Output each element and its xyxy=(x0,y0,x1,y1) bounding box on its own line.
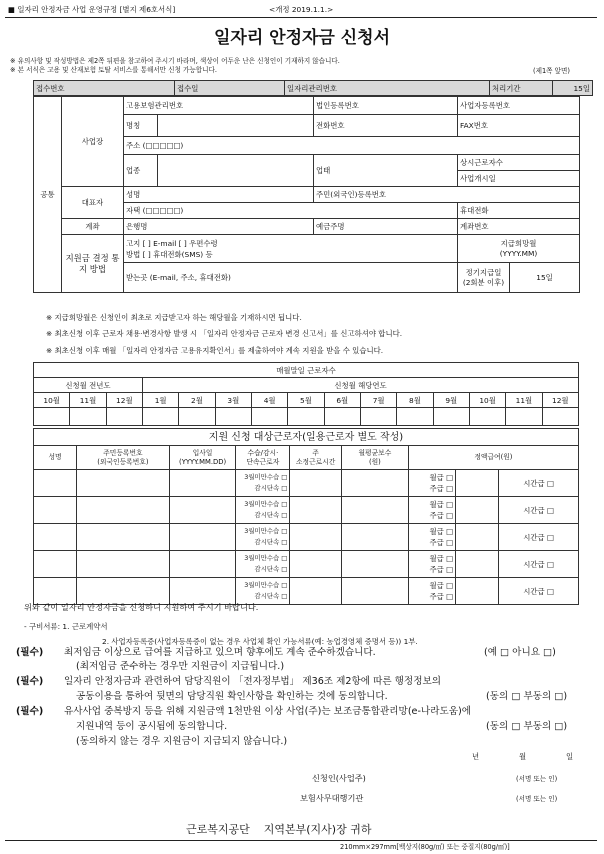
probation-option[interactable]: 3월미만수습 □ xyxy=(244,500,288,508)
month-header: 9월 xyxy=(433,393,469,408)
month-header: 10월 xyxy=(469,393,505,408)
receipt-table xyxy=(33,80,593,96)
worker-name-field[interactable] xyxy=(34,497,77,524)
monthly-count-title: 매월말일 근로자수 xyxy=(34,363,579,378)
name-header: 성명 xyxy=(34,446,77,470)
page-title: 일자리 안정자금 신청서 xyxy=(213,28,391,48)
worker-fixed-amount-field[interactable] xyxy=(456,578,499,605)
month-header: 10월 xyxy=(34,393,70,408)
notice-option-email-post[interactable]: 고지 [ ] E-mail [ ] 우편수령 xyxy=(126,238,218,248)
worker-monthly-pay-field[interactable] xyxy=(342,578,409,605)
month-header: 4월 xyxy=(251,393,287,408)
worker-hourly-field[interactable] xyxy=(499,470,579,497)
worker-row xyxy=(34,470,579,497)
admin-info-consent-text-2: 공동이용을 통하여 뒷면의 담당직원 확인사항을 확인하는 것에 동의합니다. xyxy=(76,691,388,702)
worker-id-field[interactable] xyxy=(77,551,170,578)
regular-pay-day-sub: (2회분 이후) xyxy=(462,277,505,287)
monthly-pay-option[interactable]: 월급 □ xyxy=(429,527,454,536)
required-label-2: (필수) xyxy=(16,676,44,687)
month-count-field[interactable] xyxy=(324,408,360,426)
worker-pay-type-field[interactable] xyxy=(408,524,455,551)
month-count-field[interactable] xyxy=(360,408,396,426)
month-count-field[interactable] xyxy=(251,408,287,426)
applicant-table xyxy=(33,96,580,293)
processing-period-label: 처리기간 xyxy=(490,81,553,96)
agent-signature-label: 보험사무대행기관 xyxy=(300,793,364,803)
probation-option[interactable]: 3월미만수습 □ xyxy=(244,554,288,562)
worker-fixed-amount-field[interactable] xyxy=(456,497,499,524)
month-count-field[interactable] xyxy=(542,408,578,426)
instruction-note-1: ※ 유의사항 및 작성방법은 제2쪽 뒤편을 참고하여 주시기 바라며, 색상이 어두운 난은 신청인이 기재하지 않습니다. xyxy=(10,57,340,65)
worker-status-field[interactable] xyxy=(236,497,290,524)
minimum-wage-note: (최저임금 준수하는 경우만 지원금이 지급됩니다.) xyxy=(76,661,285,672)
receipt-date-cell: 접수일 xyxy=(175,81,285,96)
worker-row xyxy=(34,578,579,605)
month-count-field[interactable] xyxy=(469,408,505,426)
hourly-pay-option[interactable]: 시간급 □ xyxy=(523,505,554,515)
month-header: 3월 xyxy=(215,393,251,408)
representative-section-label: 대표자 xyxy=(62,187,124,219)
minimum-wage-choice[interactable]: (예 □ 아니요 □) xyxy=(484,647,556,658)
fax-field[interactable]: FAX번호 xyxy=(458,115,580,137)
workplace-name-field[interactable]: 명칭 xyxy=(124,115,158,137)
admin-info-consent-choice[interactable]: (동의 □ 부동의 □) xyxy=(486,691,568,702)
month-header: 7월 xyxy=(360,393,396,408)
probation-option[interactable]: 3월미만수습 □ xyxy=(244,581,288,589)
bank-name-field[interactable]: 은행명 xyxy=(124,219,314,235)
worker-monthly-pay-field[interactable] xyxy=(342,497,409,524)
regular-pay-day-value: 15일 xyxy=(510,263,580,293)
required-label-1: (필수) xyxy=(16,647,44,658)
target-workers-table xyxy=(33,428,579,605)
representative-address-field[interactable]: 자택 (□□□□□) xyxy=(124,203,458,219)
subsidy-disclosure-note: (동의하지 않는 경우 지원금이 지급되지 않습니다.) xyxy=(76,736,288,747)
current-year-label: 신청월 해당연도 xyxy=(142,378,578,393)
hourly-pay-option[interactable]: 시간급 □ xyxy=(523,586,554,596)
employee-count-field[interactable]: 상시근로자수 xyxy=(458,155,580,171)
worker-fixed-amount-field[interactable] xyxy=(456,524,499,551)
attachment-1: - 구비서류: 1. 근로계약서 xyxy=(24,622,108,631)
worker-fixed-amount-field[interactable] xyxy=(456,551,499,578)
worker-monthly-pay-field[interactable] xyxy=(342,470,409,497)
worker-weekly-hours-field[interactable] xyxy=(290,524,342,551)
month-header: 11월 xyxy=(506,393,542,408)
date-year[interactable]: 년 xyxy=(472,752,480,761)
subsidy-disclosure-text: 유사사업 중복방지 등을 위해 지원금액 1천만원 이상 사업(주)는 보조금통합관리망(e-나라도움)에 xyxy=(64,706,472,717)
surveillance-option[interactable]: 감시단속 □ xyxy=(254,484,288,492)
weekly-pay-option[interactable]: 주급 □ xyxy=(429,592,454,601)
month-count-field[interactable] xyxy=(70,408,106,426)
month-header: 5월 xyxy=(288,393,324,408)
worker-weekly-hours-field[interactable] xyxy=(290,578,342,605)
form-reference: ■ 일자리 안정자금 사업 운영규정 [별지 제6호서식] xyxy=(8,5,176,14)
previous-year-label: 신청월 전년도 xyxy=(34,378,143,393)
monthly-pay-option[interactable]: 월급 □ xyxy=(429,500,454,509)
hourly-pay-option[interactable]: 시간급 □ xyxy=(523,478,554,488)
worker-status-field[interactable] xyxy=(236,551,290,578)
fixed-pay-header: 정액급여(원) xyxy=(408,446,578,470)
instruction-note-2: ※ 본 서식은 고용 및 산재보험 토탈 서비스를 통해서만 신청 가능합니다. xyxy=(10,66,217,74)
month-header: 12월 xyxy=(542,393,578,408)
weekly-pay-option[interactable]: 주급 □ xyxy=(429,484,454,493)
resident-number-header: 주민등록번호 (외국인등록번호) xyxy=(77,446,170,470)
hourly-pay-option[interactable]: 시간급 □ xyxy=(523,532,554,542)
target-workers-title: 지원 신청 대상근로자(일용근로자 별도 작성) xyxy=(34,429,579,446)
worker-id-field[interactable] xyxy=(77,578,170,605)
weekly-pay-option[interactable]: 주급 □ xyxy=(429,565,454,574)
date-day[interactable]: 일 xyxy=(566,752,574,761)
hire-date-header: 입사일 (YYYY.MM.DD) xyxy=(169,446,236,470)
worker-status-field[interactable] xyxy=(236,578,290,605)
subsidy-disclosure-choice[interactable]: (동의 □ 부동의 □) xyxy=(486,721,568,732)
worker-hire-date-field[interactable] xyxy=(169,578,236,605)
workplace-section-label: 사업장 xyxy=(62,97,124,187)
footer-rule xyxy=(5,840,597,841)
monthly-pay-option[interactable]: 월급 □ xyxy=(429,473,454,482)
worker-pay-type-field[interactable] xyxy=(408,551,455,578)
month-count-field[interactable] xyxy=(142,408,178,426)
month-header: 6월 xyxy=(324,393,360,408)
notice-line-1: ※ 지급희망월은 신청인이 최초로 지급받고자 하는 해당월을 기재하시면 됩니다. xyxy=(46,313,302,322)
hourly-pay-option[interactable]: 시간급 □ xyxy=(523,559,554,569)
worker-hourly-field[interactable] xyxy=(499,578,579,605)
representative-name-field[interactable]: 성명 xyxy=(124,187,314,203)
month-header: 2월 xyxy=(179,393,215,408)
month-count-field[interactable] xyxy=(179,408,215,426)
month-count-field[interactable] xyxy=(34,408,70,426)
surveillance-option[interactable]: 감시단속 □ xyxy=(254,538,288,546)
revision-date: <개정 2019.1.1.> xyxy=(269,5,334,14)
weekly-hours-header: 주 소정근로시간 xyxy=(290,446,342,470)
receipt-number-cell: 접수번호 xyxy=(34,81,175,96)
month-count-field[interactable] xyxy=(288,408,324,426)
desired-month-label: 지급희망월 xyxy=(500,238,537,248)
worker-name-field[interactable] xyxy=(34,551,77,578)
admin-info-consent-text: 일자리 안정자금과 관련하여 담당직원이 「전자정부법」 제36조 제2항에 따른 행정정보의 xyxy=(64,676,441,687)
probation-header: 수습/감시· 단속근로자 xyxy=(236,446,290,470)
notice-option-sms[interactable]: 방법 [ ] 휴대전화(SMS) 등 xyxy=(126,249,213,259)
worker-name-field[interactable] xyxy=(34,470,77,497)
worker-hire-date-field[interactable] xyxy=(169,497,236,524)
desired-month-format[interactable]: (YYYY.MM) xyxy=(499,248,538,258)
worker-fixed-amount-field[interactable] xyxy=(456,470,499,497)
worker-pay-type-field[interactable] xyxy=(408,470,455,497)
agent-signature-field[interactable]: (서명 또는 인) xyxy=(516,795,558,803)
monthly-count-table xyxy=(33,362,579,426)
worker-monthly-pay-field[interactable] xyxy=(342,551,409,578)
worker-weekly-hours-field[interactable] xyxy=(290,497,342,524)
month-count-field[interactable] xyxy=(397,408,433,426)
surveillance-option[interactable]: 감시단속 □ xyxy=(254,592,288,600)
page-note: (제1쪽 앞면) xyxy=(533,67,570,75)
worker-hire-date-field[interactable] xyxy=(169,470,236,497)
month-header: 8월 xyxy=(397,393,433,408)
depositor-name-field[interactable]: 예금주명 xyxy=(314,219,458,235)
monthly-pay-option[interactable]: 월급 □ xyxy=(429,554,454,563)
notice-line-2: ※ 최초신청 이후 근로자 채용·변경사항 발생 시 「일자리 안정자금 근로자 변경 신고서」를 신고하셔야 합니다. xyxy=(46,329,403,338)
paper-size-note: 210mm×297mm[백상지(80g/㎡) 또는 중질지(80g/㎡)] xyxy=(340,843,510,851)
attachment-2: 2. 사업자등록증(사업자등록증이 없는 경우 사업체 확인 가능서류(예: 농업경영체 증명서 등)) 1부. xyxy=(102,637,418,646)
worker-status-field[interactable] xyxy=(236,524,290,551)
addressee: 근로복지공단 지역본부(지사)장 귀하 xyxy=(186,823,372,836)
worker-row xyxy=(34,524,579,551)
monthly-pay-option[interactable]: 월급 □ xyxy=(429,581,454,590)
month-header: 1월 xyxy=(142,393,178,408)
employment-insurance-number-field[interactable]: 고용보험관리번호 xyxy=(124,97,314,115)
month-count-field[interactable] xyxy=(506,408,542,426)
account-section-label: 계좌 xyxy=(62,219,124,235)
month-count-field[interactable] xyxy=(433,408,469,426)
worker-hourly-field[interactable] xyxy=(499,497,579,524)
month-header: 12월 xyxy=(106,393,142,408)
month-count-field[interactable] xyxy=(106,408,142,426)
subsidy-disclosure-text-2: 지원내역 등이 공시됨에 동의합니다. xyxy=(76,721,228,732)
worker-name-field[interactable] xyxy=(34,578,77,605)
worker-weekly-hours-field[interactable] xyxy=(290,470,342,497)
representative-mobile-field[interactable]: 휴대전화 xyxy=(458,203,580,219)
worker-name-field[interactable] xyxy=(34,524,77,551)
corporation-number-field[interactable]: 법인등록번호 xyxy=(314,97,458,115)
notice-method-label: 지원금 결정 통지 방법 xyxy=(62,235,124,293)
probation-option[interactable]: 3월미만수습 □ xyxy=(244,473,288,481)
phone-field[interactable]: 전화번호 xyxy=(314,115,458,137)
worker-row xyxy=(34,497,579,524)
worker-hire-date-field[interactable] xyxy=(169,524,236,551)
management-number-cell: 일자리관리번호 xyxy=(285,81,490,96)
representative-id-field[interactable]: 주민(외국인)등록번호 xyxy=(314,187,580,203)
applicant-signature-field[interactable]: (서명 또는 인) xyxy=(516,775,558,783)
business-start-date-field[interactable]: 사업개시일 xyxy=(458,171,580,187)
declaration-text: 위와 같이 일자리 안정자금을 신청하니 지원하여 주시기 바랍니다. xyxy=(24,602,259,612)
date-month[interactable]: 월 xyxy=(519,752,527,761)
worker-row xyxy=(34,551,579,578)
surveillance-option[interactable]: 감시단속 □ xyxy=(254,511,288,519)
worker-pay-type-field[interactable] xyxy=(408,578,455,605)
common-section-label: 공통 xyxy=(34,97,62,293)
worker-weekly-hours-field[interactable] xyxy=(290,551,342,578)
worker-status-field[interactable] xyxy=(236,470,290,497)
worker-id-field[interactable] xyxy=(77,470,170,497)
applicant-signature-label: 신청인(사업주) xyxy=(312,773,366,783)
month-header: 11월 xyxy=(70,393,106,408)
worker-hire-date-field[interactable] xyxy=(169,551,236,578)
required-label-3: (필수) xyxy=(16,706,44,717)
worker-hourly-field[interactable] xyxy=(499,551,579,578)
worker-monthly-pay-field[interactable] xyxy=(342,524,409,551)
notice-contact-field[interactable]: 받는곳 (E-mail, 주소, 휴대전화) xyxy=(124,263,458,293)
monthly-pay-header: 월평균보수 (원) xyxy=(342,446,409,470)
worker-id-field[interactable] xyxy=(77,524,170,551)
account-number-field[interactable]: 계좌번호 xyxy=(458,219,580,235)
minimum-wage-statement: 최저임금 이상으로 급여를 지급하고 있으며 향후에도 계속 준수하겠습니다. xyxy=(64,647,376,658)
regular-pay-day-label: 정기지급일 xyxy=(465,267,502,277)
worker-hourly-field[interactable] xyxy=(499,524,579,551)
header-rule xyxy=(5,17,597,18)
weekly-pay-option[interactable]: 주급 □ xyxy=(429,538,454,547)
notice-line-3: ※ 최초신청 이후 매월 「일자리 안정자금 고용유지확인서」를 제출하여야 계속 지원을 받을 수 있습니다. xyxy=(46,346,384,355)
surveillance-option[interactable]: 감시단속 □ xyxy=(254,565,288,573)
worker-id-field[interactable] xyxy=(77,497,170,524)
workplace-address-field[interactable]: 주소 (□□□□□) xyxy=(124,137,580,155)
business-registration-field[interactable]: 사업자등록번호 xyxy=(458,97,580,115)
weekly-pay-option[interactable]: 주급 □ xyxy=(429,511,454,520)
business-type-field[interactable]: 업태 xyxy=(314,155,458,187)
industry-field[interactable]: 업종 xyxy=(124,155,158,187)
processing-period-value: 15일 xyxy=(553,81,593,96)
probation-option[interactable]: 3월미만수습 □ xyxy=(244,527,288,535)
month-count-field[interactable] xyxy=(215,408,251,426)
worker-pay-type-field[interactable] xyxy=(408,497,455,524)
